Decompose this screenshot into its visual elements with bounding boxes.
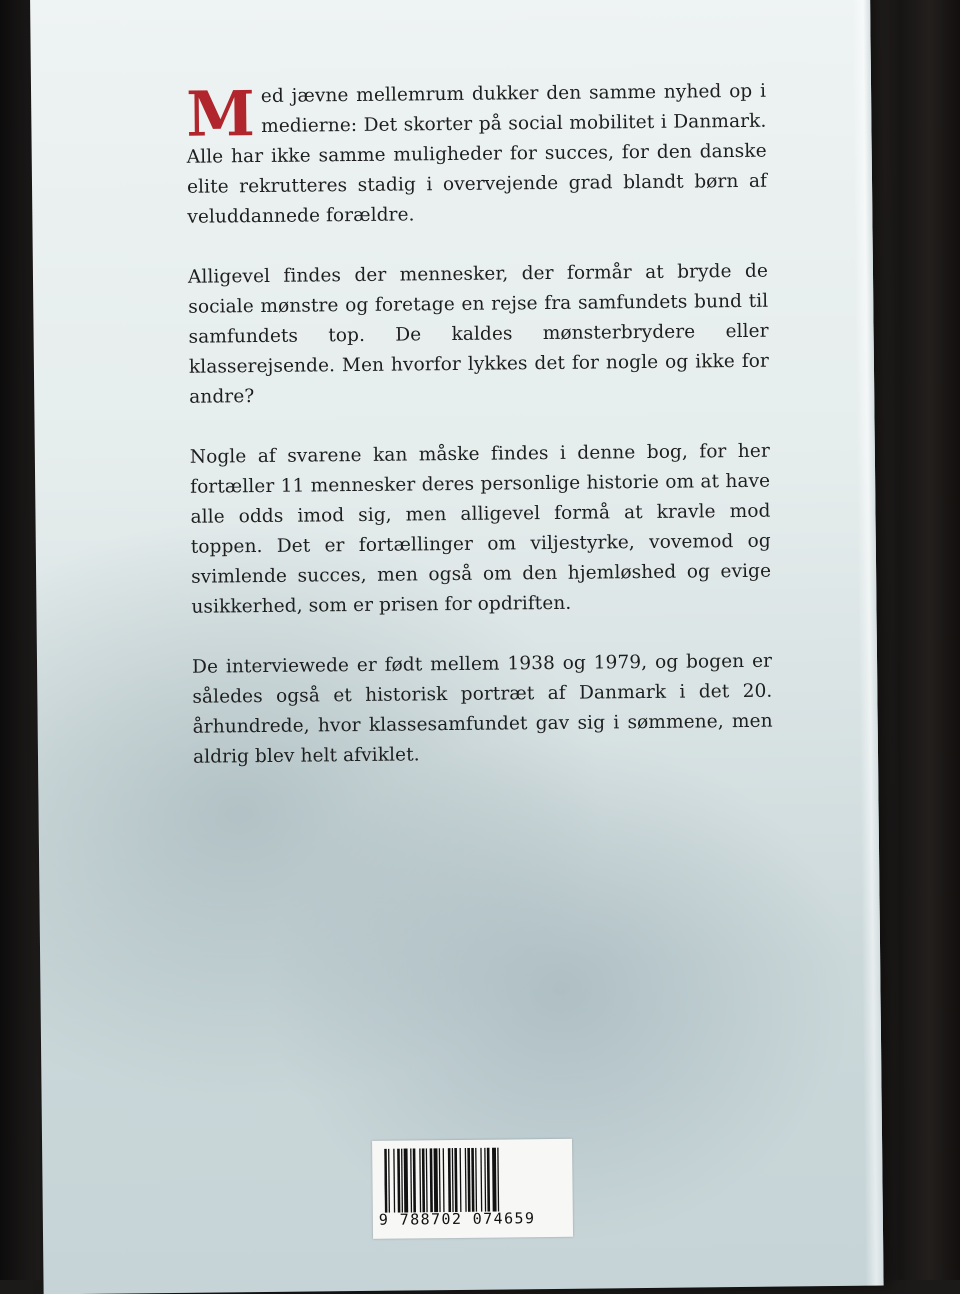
paragraph-1 — [186, 77, 768, 233]
barcode-bar — [401, 1149, 403, 1213]
barcode-bar — [454, 1148, 457, 1212]
barcode-bar — [480, 1148, 482, 1212]
barcode-bar — [448, 1148, 451, 1212]
barcode-bar — [452, 1148, 454, 1212]
barcode-bar — [430, 1148, 433, 1212]
barcode-bar — [492, 1148, 497, 1212]
book-back-cover — [30, 0, 884, 1294]
paragraph-3: Nogle af svarene kan måske findes i denne bog, for her fortæller 11 mennesker deres personlige historie om at have alle odds imod sig, men alligevel formå at kravle mod toppen. Det er fortællinger om viljestyrke, vovemod og svimlende succes, men også om den hjemløshed og evige usikkerhed, som er prisen for opdriften. — [189, 440, 772, 618]
paragraph-4: De interviewede er født mellem 1938 og 1979, og bogen er således også et historisk portræt af Danmark i det 20. århundrede, hvor klassesamfundet gav sig i sømmene, men aldrig blev helt afviklet. — [191, 650, 773, 768]
barcode-bar — [413, 1148, 416, 1212]
barcode-bar — [384, 1149, 387, 1213]
barcode-bar — [460, 1148, 462, 1212]
barcode-bar — [426, 1148, 428, 1212]
barcode-bar — [471, 1148, 474, 1212]
barcode-bars — [384, 1147, 563, 1213]
barcode-bar — [419, 1148, 421, 1212]
barcode-bar — [393, 1149, 395, 1213]
blurb-text — [186, 77, 774, 803]
barcode-bar — [443, 1148, 445, 1212]
barcode-bar — [467, 1148, 470, 1212]
barcode-bar — [465, 1148, 467, 1212]
barcode-bar — [410, 1148, 412, 1212]
barcode-bar — [487, 1148, 490, 1212]
drop-cap: M — [185, 77, 256, 151]
barcode-bar — [404, 1149, 409, 1213]
barcode-bar — [397, 1149, 400, 1213]
barcode-bar — [422, 1148, 425, 1212]
isbn-number: 9 788702 074659 — [378, 1209, 536, 1229]
barcode-bar — [475, 1148, 477, 1212]
isbn-barcode — [372, 1139, 573, 1239]
barcode-bar — [388, 1149, 390, 1213]
barcode-bar — [434, 1148, 439, 1212]
paragraph-1-text: ed jævne mellemrum dukker den samme nyhed op i medierne: Det skorter på social mobilitet i Danmark. Alle har ikke samme muligheder for succes, for den danske elite rekrutteres stadig i overvejende grad blandt børn af veluddannede forældre. — [186, 80, 768, 228]
barcode-bar — [439, 1148, 441, 1212]
barcode-bar — [484, 1148, 486, 1212]
paragraph-2: Alligevel findes der mennesker, der formår at bryde de sociale mønstre og foretage en rejse fra samfundets bund til samfundets top. De kaldes mønsterbrydere eller klasserejsende. Men hvorfor lykkes det for nogle og ikke for andre? — [187, 260, 770, 408]
barcode-bar — [497, 1148, 499, 1212]
